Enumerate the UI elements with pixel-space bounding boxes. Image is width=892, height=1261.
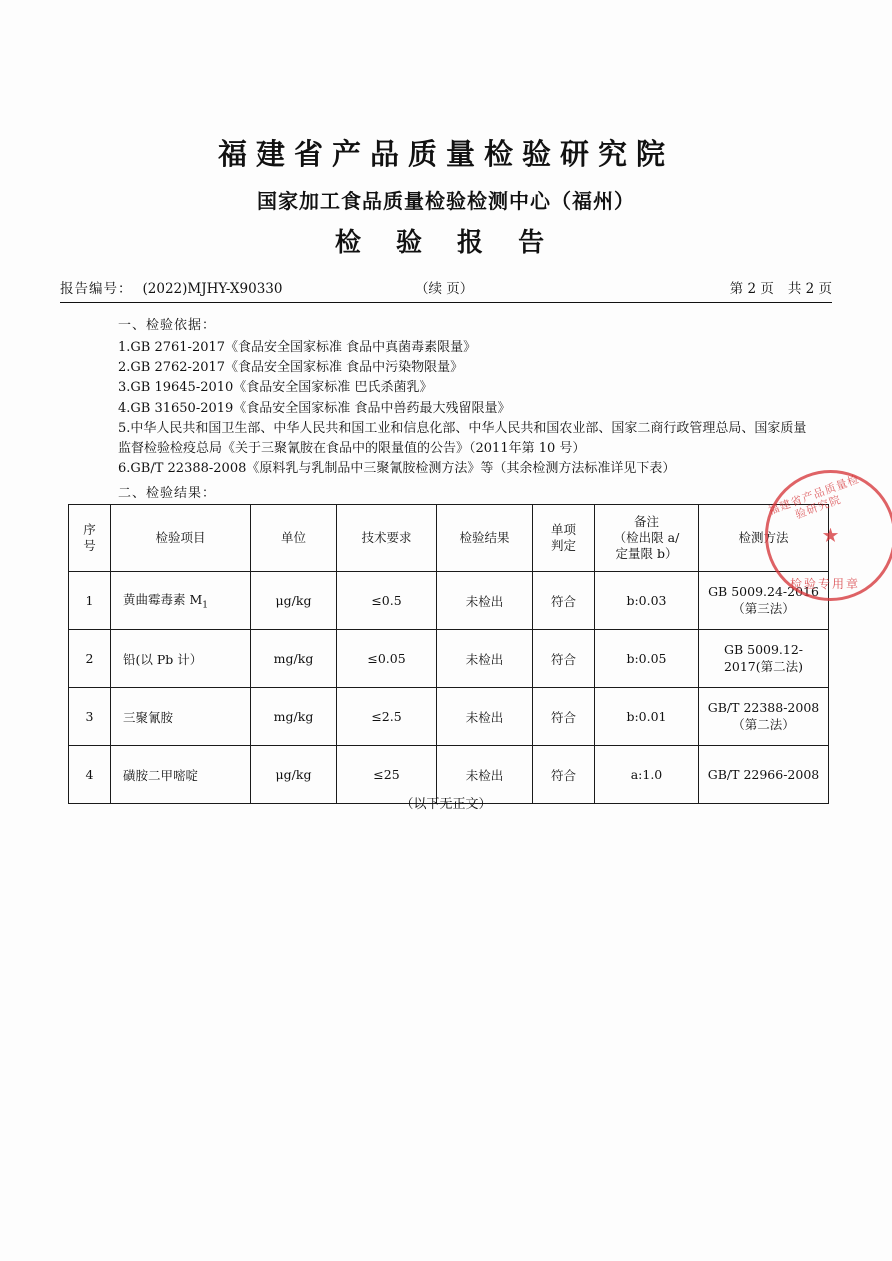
report-meta bbox=[60, 277, 832, 299]
cell-requirement: ≤0.05 bbox=[337, 630, 437, 688]
col-header-no-line2: 号 bbox=[83, 538, 96, 553]
cell-no: 1 bbox=[69, 572, 111, 630]
cell-note: b:0.05 bbox=[595, 630, 699, 688]
report-number-value: (2022)MJHY-X90330 bbox=[142, 281, 283, 297]
no-further-text-note: （以下无正文） bbox=[400, 797, 492, 812]
table-row bbox=[69, 688, 829, 746]
col-header-note bbox=[595, 505, 699, 572]
col-header-no bbox=[69, 505, 111, 572]
seal-bottom-text: 检验专用章 bbox=[790, 577, 861, 591]
cell-item-text: 磺胺二甲嘧啶 bbox=[123, 767, 199, 783]
cell-judge: 符合 bbox=[533, 688, 595, 746]
col-header-unit: 单位 bbox=[251, 505, 337, 572]
cell-item-text: 黄曲霉毒素 M bbox=[123, 592, 203, 608]
cell-no: 4 bbox=[69, 746, 111, 804]
cell-result: 未检出 bbox=[437, 572, 533, 630]
results-table-wrapper bbox=[68, 504, 828, 804]
basis-item: 2.GB 2762-2017《食品安全国家标准 食品中污染物限量》 bbox=[118, 360, 464, 376]
cell-method: GB/T 22966-2008 bbox=[699, 746, 829, 804]
cell-item bbox=[111, 688, 251, 746]
page-total: 共 2 页 bbox=[787, 281, 832, 297]
col-header-no-line1: 序 bbox=[83, 521, 96, 537]
col-header-note-line2: （检出限 a/ bbox=[613, 529, 680, 545]
cell-method: GB 5009.12-2017(第二法) bbox=[699, 630, 829, 688]
col-header-note-line3: 定量限 b） bbox=[615, 546, 678, 562]
page-current: 第 2 页 bbox=[729, 281, 774, 297]
cell-method: GB/T 22388-2008（第二法） bbox=[699, 688, 829, 746]
cell-unit: μg/kg bbox=[251, 572, 337, 630]
col-header-item: 检验项目 bbox=[111, 505, 251, 572]
col-header-method: 检测方法 bbox=[699, 505, 829, 572]
table-row bbox=[69, 572, 829, 630]
inspection-result-heading: 二、检验结果： bbox=[118, 486, 217, 501]
cell-item-subscript: 1 bbox=[202, 600, 209, 611]
cell-note: b:0.01 bbox=[595, 688, 699, 746]
cell-result: 未检出 bbox=[437, 688, 533, 746]
cell-requirement: ≤2.5 bbox=[337, 688, 437, 746]
col-header-result: 检验结果 bbox=[437, 505, 533, 572]
col-header-requirement: 技术要求 bbox=[337, 505, 437, 572]
col-header-judge bbox=[533, 505, 595, 572]
table-header-row bbox=[69, 505, 829, 572]
seal-text: 福建省产品质量检验研究院 bbox=[766, 472, 862, 522]
basis-item: 5.中华人民共和国卫生部、中华人民共和国工业和信息化部、中华人民共和国农业部、国家二商行政管理总局、国家质量监督检验检疫总局《关于三聚氰胺在食品中的限量值的公告》（2011年第 10 号） bbox=[118, 420, 807, 456]
inspection-basis-section bbox=[118, 316, 818, 479]
col-header-note-line1: 备注 bbox=[633, 513, 659, 529]
table-row bbox=[69, 630, 829, 688]
cell-item bbox=[111, 630, 251, 688]
cell-item-text: 铅(以 Pb 计） bbox=[123, 651, 203, 667]
cell-note: a:1.0 bbox=[595, 746, 699, 804]
cell-item bbox=[111, 572, 251, 630]
page-indicator bbox=[730, 277, 832, 297]
cell-item-text: 三聚氰胺 bbox=[123, 709, 174, 725]
col-header-judge-line2: 判定 bbox=[550, 538, 576, 553]
results-table bbox=[68, 504, 829, 804]
cell-method: GB 5009.24-2016（第三法） bbox=[699, 572, 829, 630]
cell-result: 未检出 bbox=[437, 630, 533, 688]
cell-no: 3 bbox=[69, 688, 111, 746]
cell-unit: mg/kg bbox=[251, 630, 337, 688]
cell-unit: μg/kg bbox=[251, 746, 337, 804]
cell-no: 2 bbox=[69, 630, 111, 688]
cell-judge: 符合 bbox=[533, 746, 595, 804]
inspection-basis-heading: 一、检验依据： bbox=[118, 318, 217, 333]
cell-requirement: ≤25 bbox=[337, 746, 437, 804]
cell-judge: 符合 bbox=[533, 572, 595, 630]
basis-item: 3.GB 19645-2010《食品安全国家标准 巴氏杀菌乳》 bbox=[118, 380, 433, 396]
header-divider bbox=[60, 302, 832, 303]
cell-requirement: ≤0.5 bbox=[337, 572, 437, 630]
basis-item: 4.GB 31650-2019《食品安全国家标准 食品中兽药最大残留限量》 bbox=[118, 400, 511, 416]
cell-result: 未检出 bbox=[437, 746, 533, 804]
report-number-label: 报告编号： bbox=[60, 281, 133, 297]
cell-unit: mg/kg bbox=[251, 688, 337, 746]
continued-label: （续 页） bbox=[415, 281, 474, 297]
cell-note: b:0.03 bbox=[595, 572, 699, 630]
basis-item: 6.GB/T 22388-2008《原料乳与乳制品中三聚氰胺检测方法》等（其余检测方法标准详见下表） bbox=[118, 460, 676, 476]
cell-judge: 符合 bbox=[533, 630, 595, 688]
document-title: 检 验 报 告 bbox=[334, 228, 558, 258]
basis-item: 1.GB 2761-2017《食品安全国家标准 食品中真菌毒素限量》 bbox=[118, 340, 477, 356]
center-title: 国家加工食品质量检验检测中心（福州） bbox=[257, 189, 635, 213]
report-number bbox=[60, 277, 282, 297]
institute-title: 福建省产品质量检验研究院 bbox=[217, 137, 674, 171]
col-header-judge-line1: 单项 bbox=[550, 521, 576, 537]
